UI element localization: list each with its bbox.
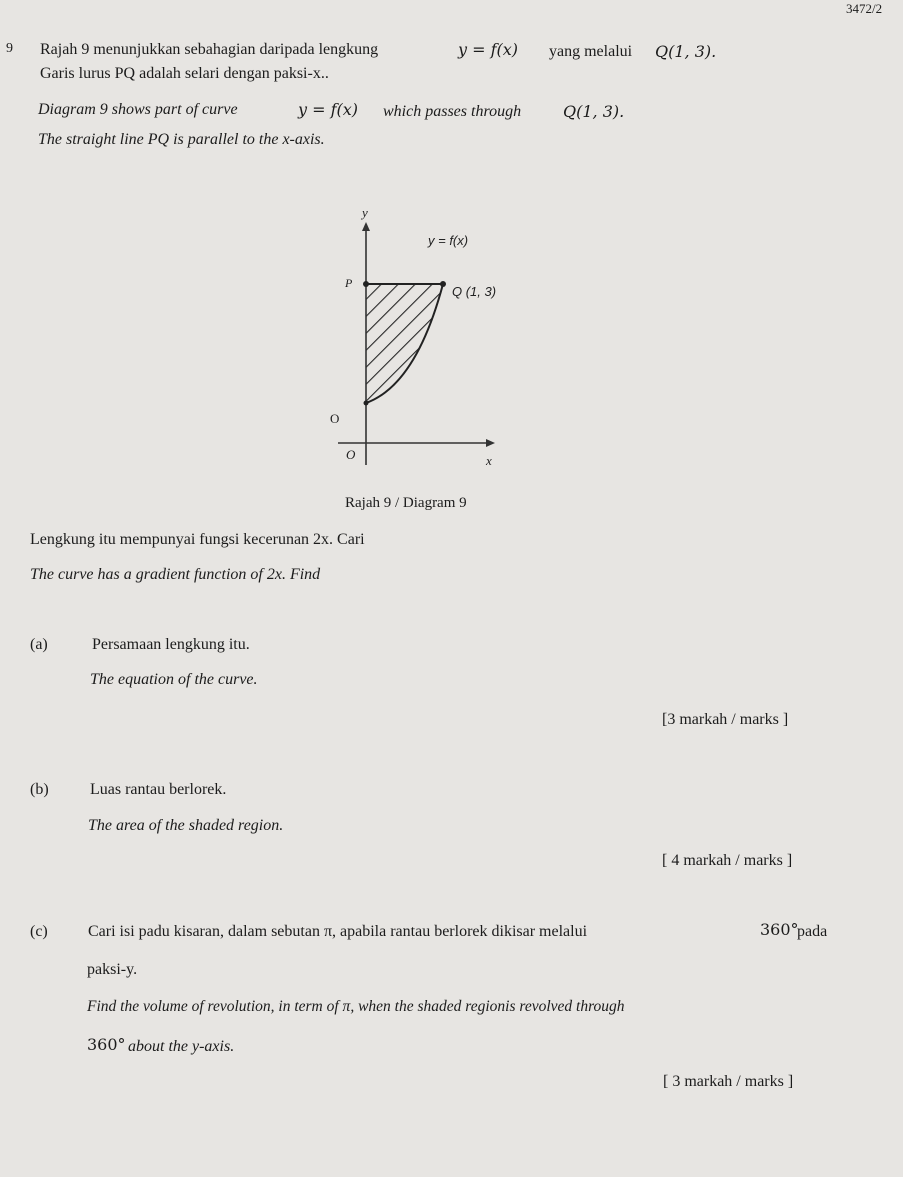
part-c-ms-line2: paksi-y. xyxy=(87,961,138,978)
curve-label: y = f(x) xyxy=(428,233,469,248)
part-a-label: (a) xyxy=(30,636,48,653)
intro-ms-line1-a: Rajah 9 menunjukkan sebahagian daripada lengkung xyxy=(40,41,379,58)
origin-label-upper: O xyxy=(330,411,340,426)
part-a-ms: Persamaan lengkung itu. xyxy=(92,636,250,653)
intro-en-line1-b: which passes through xyxy=(383,103,522,120)
y-axis-label: y xyxy=(362,205,368,220)
part-c-ms-line1-a: Cari isi padu kisaran, dalam sebutan π, apabila rantau berlorek dikisar melalui xyxy=(88,923,588,940)
part-b-label: (b) xyxy=(30,781,49,798)
diagram-caption: Rajah 9 / Diagram 9 xyxy=(345,495,467,511)
shaded-region xyxy=(366,284,443,403)
origin-label-lower: O xyxy=(346,447,356,462)
part-c-en-line2-degree: 360° xyxy=(87,1035,126,1054)
stem-ms: Lengkung itu mempunyai fungsi kecerunan 2x. Cari xyxy=(30,531,365,548)
intro-ms-line1-equation: y = f(x) xyxy=(458,40,519,59)
x-axis-label: x xyxy=(486,453,492,468)
y-axis-arrowhead xyxy=(362,222,370,231)
stem-en: The curve has a gradient function of 2x. Find xyxy=(30,566,321,583)
part-c-ms-line1-b: pada xyxy=(797,923,828,940)
point-p-label: P xyxy=(345,276,353,290)
part-a-marks: [3 markah / marks ] xyxy=(662,711,789,728)
intro-ms-line2: Garis lurus PQ adalah selari dengan paksi-x.. xyxy=(40,65,329,82)
diagram-9 xyxy=(300,195,530,475)
point-q xyxy=(440,281,446,287)
intro-en-line2: The straight line PQ is parallel to the x-axis. xyxy=(38,131,325,148)
part-b-ms: Luas rantau berlorek. xyxy=(90,781,227,798)
part-c-en-line2-b: about the y-axis. xyxy=(128,1038,235,1055)
part-c-label: (c) xyxy=(30,923,48,940)
question-number: 9 xyxy=(6,41,13,56)
part-a-en: The equation of the curve. xyxy=(90,671,258,688)
part-b-en: The area of the shaded region. xyxy=(88,817,284,834)
intro-en-line1-equation: y = f(x) xyxy=(298,100,359,119)
part-b-marks: [ 4 markah / marks ] xyxy=(662,852,793,869)
intro-en-line1-a: Diagram 9 shows part of curve xyxy=(38,101,238,118)
point-p xyxy=(363,281,369,287)
curve-start-point xyxy=(364,401,369,406)
intro-ms-line1-point: Q(1, 3). xyxy=(655,42,717,61)
part-c-ms-line1-degree: 360° xyxy=(760,920,799,939)
intro-ms-line1-b: yang melalui xyxy=(549,43,633,60)
part-c-en-line1: Find the volume of revolution, in term of π, when the shaded regionis revolved through xyxy=(87,998,625,1015)
intro-en-line1-point: Q(1, 3). xyxy=(563,102,625,121)
paper-code: 3472/2 xyxy=(846,1,883,16)
x-axis-arrowhead xyxy=(486,439,495,447)
part-c-marks: [ 3 markah / marks ] xyxy=(663,1073,794,1090)
point-q-label: Q (1, 3) xyxy=(452,284,497,299)
